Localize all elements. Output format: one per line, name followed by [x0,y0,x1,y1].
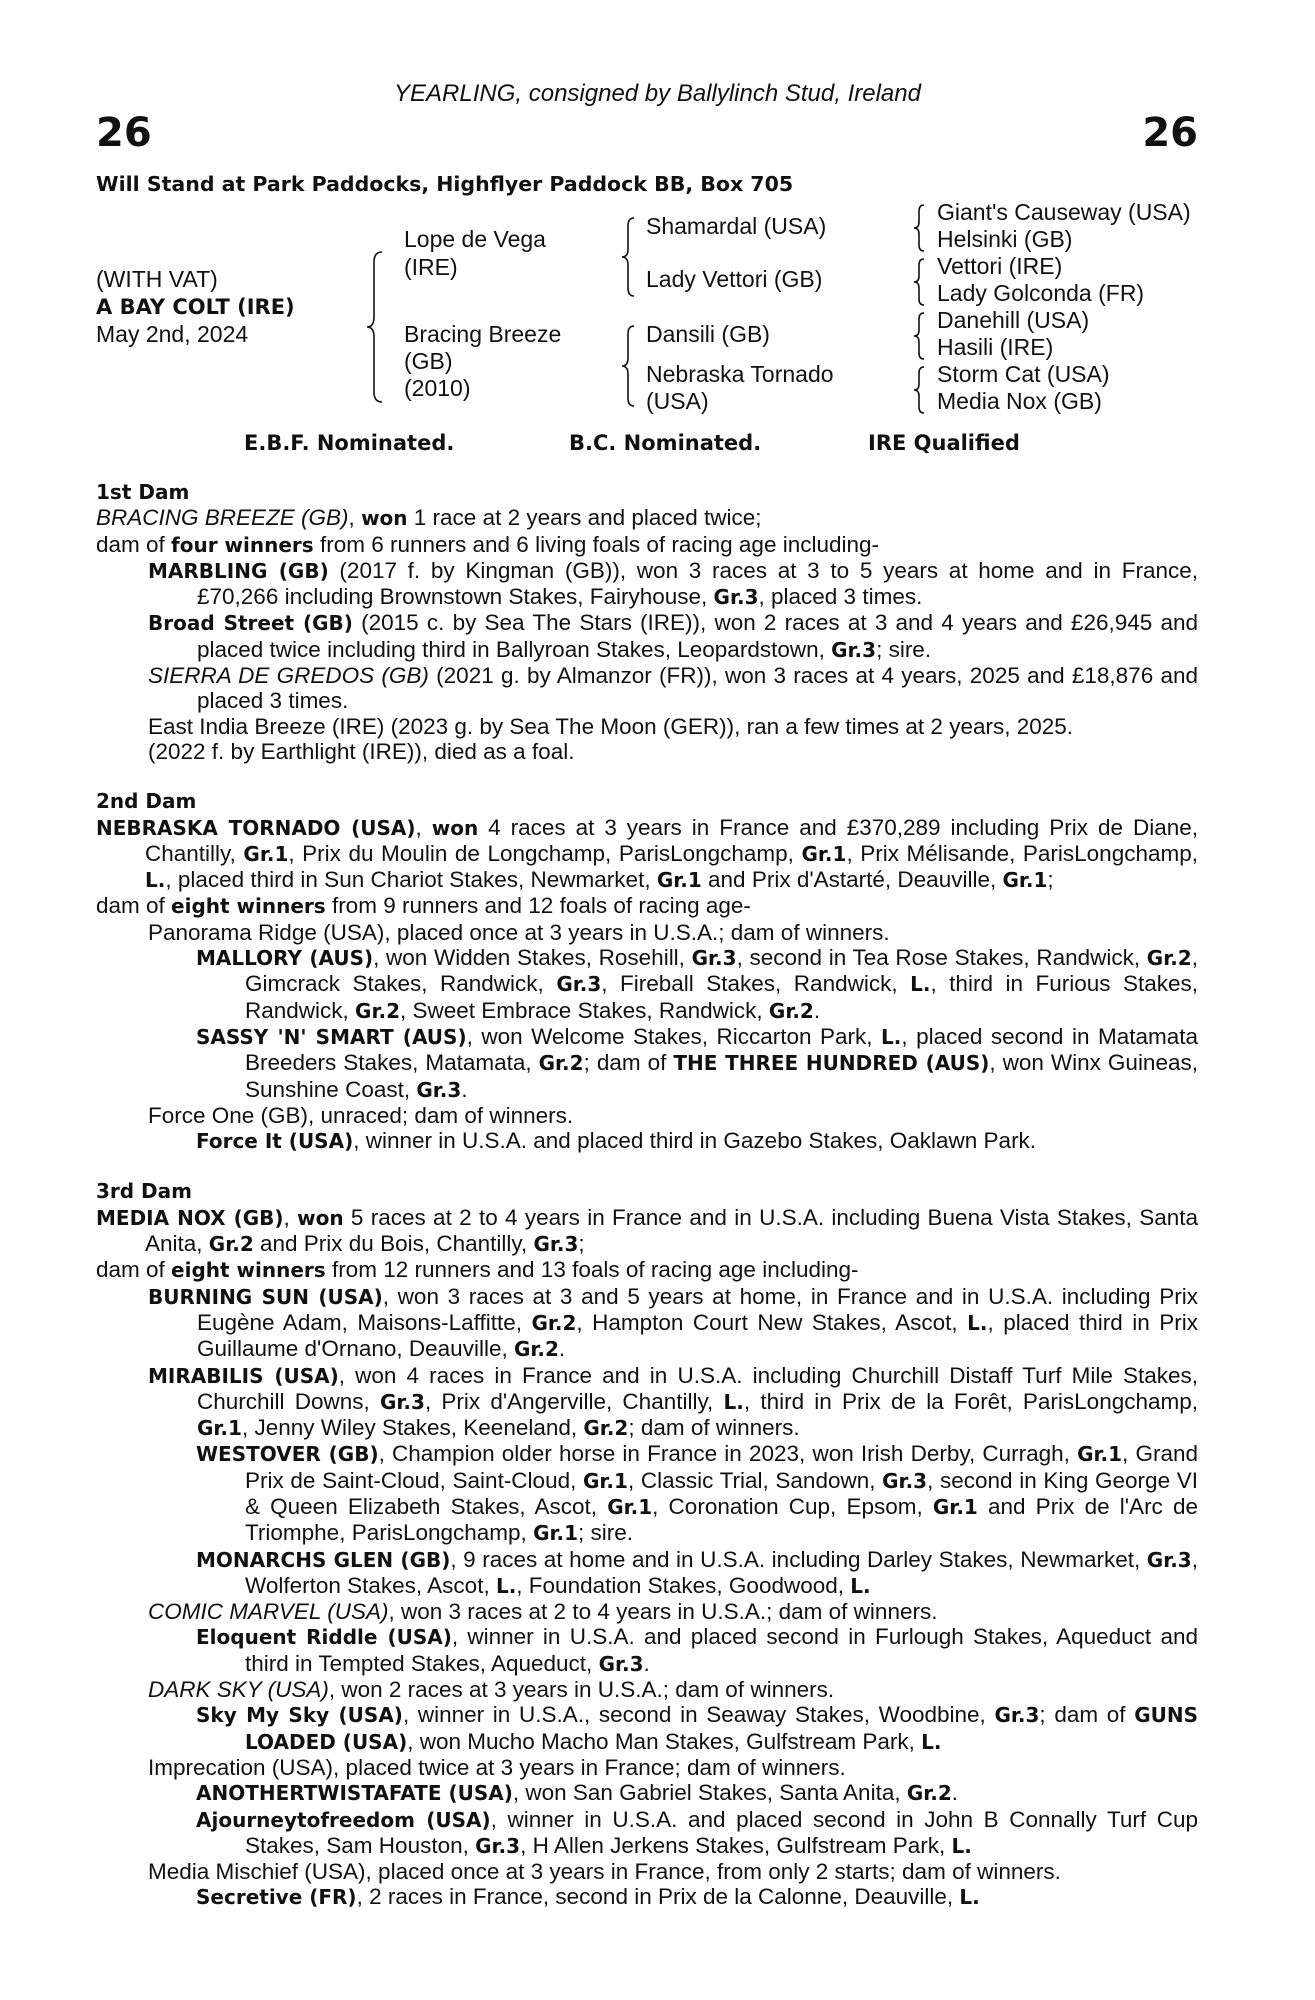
text: , Jenny Wiley Stakes, Keeneland, [241,1415,584,1441]
bold-text: L. [850,1573,871,1598]
italic-text: DARK SKY (USA) [148,1677,329,1703]
text: , winner in U.S.A. and placed third in Gazebo Stakes, Oaklawn Park. [353,1128,1037,1154]
third-generation-ancestor: Lady Golconda (FR) [937,280,1145,306]
text: , Gimcrack Stakes, Randwick, [245,945,1198,997]
text: and Prix d'Astarté, Deauville, [701,867,1003,893]
brace-icon [366,250,386,404]
bold-text: eight winners [171,1258,326,1283]
text: , Coronation Cup, Epsom, [652,1493,933,1519]
bold-text: Gr.2 [513,1337,559,1362]
record-entry [96,1677,1198,1702]
record-entry [96,920,1198,945]
text: (2015 c. by Sea The Stars (IRE)), won 2 races at 3 and 4 years and £26,945 and placed twice including third in Ballyroan Stakes, Leopardstown, [197,610,1198,662]
section-heading: 1st Dam [96,480,190,504]
text: , [348,505,362,531]
record-entry [96,1780,1198,1806]
dam-section [96,1179,1198,1910]
sire-dam: Lady Vettori (GB) [646,266,823,292]
bold-text: Gr.1 [1002,868,1048,893]
text: , H Allen Jerkens Stakes, Gulfstream Park, [520,1832,952,1858]
brace-icon [912,311,926,361]
text: ; dam of [1039,1702,1135,1728]
record-entry [96,739,1198,764]
text: 4 races at 3 years in France and £370,289 including Prix de Diane, Chantilly, [145,814,1198,866]
record-entry [96,1702,1198,1755]
bold-text: Gr.2 [531,1310,577,1335]
text: , second in King George VI & Queen Elizabeth Stakes, Ascot, [245,1467,1198,1519]
third-generation-ancestor: Danehill (USA) [937,307,1090,333]
text: , placed third in Prix Guillaume d'Ornano, Deauville, [197,1309,1199,1362]
foaling-date: May 2nd, 2024 [96,321,249,347]
text: . [643,1650,650,1676]
text: and Prix du Bois, Chantilly, [253,1231,534,1257]
record-entry [96,663,1198,714]
bold-text: Gr.2 [906,1781,952,1806]
horse-name: A BAY COLT (IRE) [96,295,295,319]
text: , placed 3 times. [758,584,923,610]
bold-text: Eloquent Riddle (USA) [196,1625,452,1650]
third-generation-ancestor: Giant's Causeway (USA) [937,199,1191,225]
text: , Hampton Court New Stakes, Ascot, [576,1309,968,1335]
record-entry [96,558,1198,611]
third-generation-ancestor: Hasili (IRE) [937,334,1054,360]
bold-text: THE THREE HUNDRED (AUS) [673,1051,990,1076]
text: East India Breeze (IRE) (2023 g. by Sea The Moon (GER)), ran a few times at 2 years, 2025. [148,713,1074,739]
text: , won 4 races in France and in U.S.A. including Churchill Distaff Turf Mile Stakes, Churchill Downs, [197,1362,1198,1414]
bold-text: L. [967,1310,988,1335]
text: , Classic Trial, Sandown, [627,1467,883,1493]
text: dam of [96,1257,172,1283]
record-entry [96,1363,1198,1442]
text: (2017 f. by Kingman (GB)), won 3 races at 3 to 5 years at home and in France, £70,266 including Brownstown Stakes, Fairyhouse, [197,557,1198,610]
record-entry [96,1205,1198,1258]
text: , third in Furious Stakes, Randwick, [245,971,1199,1023]
bold-text: Secretive (FR) [196,1885,357,1910]
bold-text: Gr.2 [208,1232,254,1257]
text: , 9 races at home and in U.S.A. including Darley Stakes, Newmarket, [450,1546,1147,1572]
dam-section [96,789,1198,1154]
text: Force One (GB), unraced; dam of winners. [148,1102,574,1128]
bold-text: Gr.2 [583,1416,629,1441]
bold-text: L. [145,868,166,893]
bold-text: L. [723,1389,744,1414]
bold-text: Gr.3 [379,1389,425,1414]
bold-text: Gr.3 [533,1232,579,1257]
record-entry [96,1624,1198,1677]
bold-text: L. [910,972,931,997]
bold-text: Gr.3 [882,1468,928,1493]
dam-line-3: (2010) [404,375,471,401]
bold-text: Gr.1 [583,1468,628,1493]
dam-section [96,480,1198,764]
third-generation-ancestor: Helsinki (GB) [937,226,1073,252]
bold-text: Gr.1 [656,868,702,893]
record-entry [96,815,1198,894]
text: ; [1047,867,1054,893]
sire-sire: Shamardal (USA) [646,213,827,239]
section-heading: 2nd Dam [96,789,197,814]
record-entry [96,893,1198,919]
dam-line-2: (GB) [404,348,453,374]
third-generation-ancestor: Media Nox (GB) [937,388,1102,414]
text: , won Welcome Stakes, Riccarton Park, [466,1023,882,1049]
ire-qualified: IRE Qualified [868,431,1020,455]
text: , won Mucho Macho Man Stakes, Gulfstream Park, [407,1728,922,1754]
bold-text: Gr.2 [1146,946,1192,971]
record-entry [96,714,1198,739]
record-entry [96,1128,1198,1154]
bold-text: Gr.3 [556,972,602,997]
brace-icon [912,257,926,307]
consignor-title: YEARLING, consigned by Ballylinch Stud, Ireland [394,80,921,107]
text: , Prix Mélisande, ParisLongchamp, [846,840,1198,866]
bold-text: MALLORY (AUS) [196,946,374,971]
section-heading: 3rd Dam [96,1179,192,1204]
record-entry [96,505,1198,531]
bold-text: WESTOVER (GB) [196,1442,379,1467]
text: , [283,1204,298,1230]
text: , Prix du Moulin de Longchamp, ParisLongchamp, [288,840,802,866]
bold-text: Sky My Sky (USA) [196,1703,403,1728]
text: ; sire. [578,1520,634,1546]
italic-text: SIERRA DE GREDOS (GB) [148,663,429,689]
record-entry [96,610,1198,663]
text: , won Widden Stakes, Rosehill, [373,945,692,971]
text: , winner in U.S.A. and placed second in Furlough Stakes, Aqueduct and third in Tempted Stakes, Aqueduct, [245,1624,1198,1676]
text: , placed second in Matamata Breeders Stakes, Matamata, [245,1023,1198,1076]
bc-nominated: B.C. Nominated. [569,431,762,455]
text: dam of [96,531,172,557]
text: , Prix d'Angerville, Chantilly, [424,1388,724,1414]
record-entry [96,532,1198,558]
bold-text: Gr.3 [1146,1547,1192,1572]
text: , second in Tea Rose Stakes, Randwick, [736,945,1147,971]
dam-dam-line-2: (USA) [646,388,709,414]
text: , Foundation Stakes, Goodwood, [516,1572,851,1598]
bold-text: Gr.3 [416,1077,462,1102]
text: ; sire. [876,636,932,662]
bold-text: Gr.2 [355,998,400,1023]
record-entry [96,1257,1198,1283]
bold-text: Gr.1 [243,841,289,866]
bold-text: Gr.2 [768,998,814,1023]
text: from 12 runners and 13 foals of racing age including- [325,1257,859,1283]
record-entry [96,1599,1198,1624]
record-entry [96,1859,1198,1884]
text: . [813,997,821,1023]
bold-text: L. [951,1833,972,1858]
text: . [558,1336,566,1362]
bold-text: Gr.1 [801,841,847,866]
bold-text: Gr.1 [932,1494,978,1519]
text: , Champion older horse in France in 2023, won Irish Derby, Curragh, [378,1441,1078,1467]
bold-text: eight winners [171,894,326,919]
sire-line-1: Lope de Vega [404,226,546,252]
bold-text: BURNING SUN (USA) [148,1284,383,1309]
sire-line-2: (IRE) [404,254,458,280]
text: , Grand Prix de Saint-Cloud, Saint-Cloud, [245,1441,1198,1493]
bold-text: L. [959,1885,980,1910]
record-entry [96,1103,1198,1128]
bold-text: Force It (USA) [196,1129,354,1154]
text: , placed third in Sun Chariot Stakes, Newmarket, [165,867,657,893]
text: and Prix de l'Arc de Triomphe, ParisLongchamp, [245,1493,1198,1546]
text: dam of [96,893,172,919]
bold-text: Ajourneytofreedom (USA) [196,1807,491,1832]
text: , won San Gabriel Stakes, Santa Anita, [512,1780,907,1806]
bold-text: Gr.1 [607,1494,653,1519]
bold-text: SASSY 'N' SMART (AUS) [196,1024,467,1049]
bold-text: ANOTHERTWISTAFATE (USA) [196,1781,513,1806]
bold-text: Gr.3 [475,1833,521,1858]
brace-icon [912,365,926,415]
text: (2022 f. by Earthlight (IRE)), died as a foal. [148,738,575,764]
text: Media Mischief (USA), placed once at 3 years in France, from only 2 starts; dam of winners. [148,1859,1061,1885]
text: , [415,814,432,840]
dam-sire: Dansili (GB) [646,321,770,347]
bold-text: MEDIA NOX (GB) [96,1205,284,1230]
text: , Wolferton Stakes, Ascot, [245,1546,1198,1598]
text: ; dam of winners. [628,1415,800,1441]
text: Panorama Ridge (USA), placed once at 3 years in U.S.A.; dam of winners. [148,919,890,945]
text: ; dam of [583,1050,674,1076]
bold-text: GUNS LOADED (USA) [245,1703,1198,1754]
dam-records [96,480,1198,1936]
text: 5 races at 2 to 4 years in France and in U.S.A. including Buena Vista Stakes, Santa Anita, [145,1204,1198,1257]
vat-note: (WITH VAT) [96,266,218,292]
bold-text: won [361,506,408,531]
bold-text: Gr.3 [598,1651,644,1676]
text: , won Winx Guineas, Sunshine Coast, [245,1050,1198,1102]
text: (2021 g. by Almanzor (FR)), won 3 races at 4 years, 2025 and £18,876 and placed 3 times. [197,663,1198,714]
text: , Sweet Embrace Stakes, Randwick, [400,997,769,1023]
bold-text: Gr.1 [533,1521,579,1546]
text: . [951,1780,959,1806]
text: . [461,1076,468,1102]
bold-text: won [431,815,479,840]
bold-text: Gr.1 [197,1416,242,1441]
bold-text: MONARCHS GLEN (GB) [196,1547,451,1572]
text: , Fireball Stakes, Randwick, [601,971,911,997]
text: Imprecation (USA), placed twice at 3 years in France; dam of winners. [148,1754,846,1780]
bold-text: Gr.3 [994,1703,1040,1728]
brace-icon [620,324,636,408]
ebf-nominated: E.B.F. Nominated. [244,431,455,455]
bold-text: MARBLING (GB) [148,558,329,583]
text: , winner in U.S.A., second in Seaway Stakes, Woodbine, [402,1702,995,1728]
record-entry [96,1024,1198,1103]
bold-text: L. [495,1573,517,1598]
record-entry [96,945,1198,1024]
bold-text: L. [881,1024,902,1049]
italic-text: COMIC MARVEL (USA) [148,1599,389,1625]
text: from 9 runners and 12 foals of racing age- [325,893,751,919]
lot-number-left: 26 [96,110,152,156]
text: , 2 races in France, second in Prix de la Calonne, Deauville, [356,1884,960,1910]
record-entry [96,1284,1198,1363]
italic-text: BRACING BREEZE (GB) [96,505,349,531]
record-entry [96,1807,1198,1860]
bold-text: NEBRASKA TORNADO (USA) [96,815,416,840]
record-entry [96,1755,1198,1780]
dam-dam-line-1: Nebraska Tornado [646,361,834,387]
text: , won 2 races at 3 years in U.S.A.; dam of winners. [328,1677,835,1703]
stand-location: Will Stand at Park Paddocks, Highflyer Paddock BB, Box 705 [96,172,794,196]
text: , won 3 races at 3 and 5 years at home, in France and in U.S.A. including Prix Eugène Adam, Maisons-Laffitte, [197,1283,1198,1335]
bold-text: Gr.3 [831,637,877,662]
bold-text: four winners [171,532,314,557]
bold-text: Broad Street (GB) [148,611,353,636]
bold-text: Gr.1 [1077,1442,1123,1467]
text: , third in Prix de la Forêt, ParisLongchamp, [743,1388,1199,1414]
record-entry [96,1441,1198,1546]
bold-text: MIRABILIS (USA) [148,1363,339,1388]
lot-number-right: 26 [1142,110,1198,156]
dam-line-1: Bracing Breeze [404,321,562,347]
brace-icon [620,216,636,298]
text: 1 race at 2 years and placed twice; [407,505,762,531]
third-generation-ancestor: Vettori (IRE) [937,253,1063,279]
bold-text: Gr.2 [538,1051,584,1076]
bold-text: Gr.3 [713,585,759,610]
text: from 6 runners and 6 living foals of racing age including- [313,531,880,557]
record-entry [96,1884,1198,1910]
bold-text: L. [921,1729,942,1754]
bold-text: Gr.3 [691,946,737,971]
text: ; [578,1231,585,1257]
brace-icon [912,203,926,253]
bold-text: won [297,1205,344,1230]
third-generation-ancestor: Storm Cat (USA) [937,361,1110,387]
text: , winner in U.S.A. and placed second in John B Connally Turf Cup Stakes, Sam Houston, [245,1806,1198,1858]
text: , won 3 races at 2 to 4 years in U.S.A.; dam of winners. [388,1599,938,1625]
record-entry [96,1547,1198,1600]
